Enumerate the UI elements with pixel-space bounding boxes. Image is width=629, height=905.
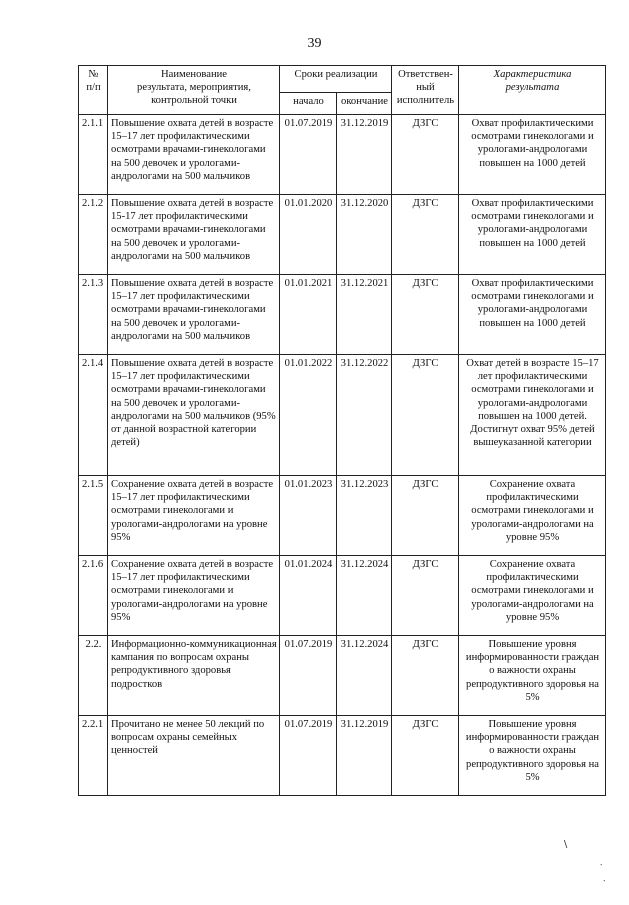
row-end-date: 31.12.2019 bbox=[337, 716, 392, 796]
row-number: 2.1.3 bbox=[79, 275, 108, 355]
row-name: Прочитано не менее 50 лекций по вопросам охраны семейных ценностей bbox=[108, 716, 280, 796]
table-row bbox=[79, 636, 606, 716]
row-name: Сохранение охвата детей в возрасте 15–17 лет профилактическими осмотрами гинекологами и урологами-андрологами на уровне 95% bbox=[108, 556, 280, 636]
row-name: Повышение охвата детей в возрасте 15–17 лет профилактическими осмотрами врачами-гинекологами на 500 девочек и урологами-андрологами на 500 мальчиков (95% от данной возрастной категории детей) bbox=[108, 355, 280, 476]
table-row bbox=[79, 716, 606, 796]
row-responsible: ДЗГС bbox=[392, 716, 459, 796]
row-name: Информационно-коммуникационная кампания по вопросам охраны репродуктивного здоровья подростков bbox=[108, 636, 280, 716]
row-start-date: 01.07.2019 bbox=[280, 636, 337, 716]
row-number: 2.1.5 bbox=[79, 476, 108, 556]
row-end-date: 31.12.2024 bbox=[337, 556, 392, 636]
table-row bbox=[79, 355, 606, 476]
row-name: Сохранение охвата детей в возрасте 15–17 лет профилактическими осмотрами гинекологами и урологами-андрологами на уровне 95% bbox=[108, 476, 280, 556]
row-result: Повышение уровня информированности граждан о важности охраны репродуктивного здоровья на 5% bbox=[459, 716, 606, 796]
header-row bbox=[79, 66, 606, 93]
header-responsible-text: Ответствен- ный исполнитель bbox=[396, 69, 455, 107]
row-result: Охват профилактическими осмотрами гинекологами и урологами-андрологами повышен на 1000 детей bbox=[459, 195, 606, 275]
row-result: Сохранение охвата профилактическими осмотрами гинекологами и урологами-андрологами на уровне 95% bbox=[459, 476, 606, 556]
table-row bbox=[79, 195, 606, 275]
row-name: Повышение охвата детей в возрасте 15–17 лет профилактическими осмотрами врачами-гинекологами на 500 девочек и урологами-андрологами на 500 мальчиков bbox=[108, 275, 280, 355]
row-number: 2.2.1 bbox=[79, 716, 108, 796]
header-result bbox=[459, 66, 606, 115]
row-result: Повышение уровня информированности граждан о важности охраны репродуктивного здоровья на 5% bbox=[459, 636, 606, 716]
row-start-date: 01.01.2020 bbox=[280, 195, 337, 275]
implementation-plan-table bbox=[78, 65, 606, 796]
row-responsible: ДЗГС bbox=[392, 195, 459, 275]
row-responsible: ДЗГС bbox=[392, 355, 459, 476]
scan-speck: ∙ bbox=[603, 876, 606, 887]
row-name: Повышение охвата детей в возрасте 15-17 лет профилактическими осмотрами врачами-гинекологами на 500 девочек и урологами-андрологами на 500 мальчиков bbox=[108, 195, 280, 275]
row-responsible: ДЗГС bbox=[392, 115, 459, 195]
row-number: 2.1.4 bbox=[79, 355, 108, 476]
header-num bbox=[79, 66, 108, 115]
row-result: Охват профилактическими осмотрами гинекологами и урологами-андрологами повышен на 1000 детей bbox=[459, 115, 606, 195]
row-number: 2.2. bbox=[79, 636, 108, 716]
row-end-date: 31.12.2019 bbox=[337, 115, 392, 195]
table-row bbox=[79, 476, 606, 556]
row-number: 2.1.2 bbox=[79, 195, 108, 275]
row-responsible: ДЗГС bbox=[392, 556, 459, 636]
row-end-date: 31.12.2021 bbox=[337, 275, 392, 355]
scan-speck: ∖ bbox=[562, 840, 569, 851]
table-row bbox=[79, 556, 606, 636]
table-row bbox=[79, 275, 606, 355]
row-result: Охват профилактическими осмотрами гинекологами и урологами-андрологами повышен на 1000 детей bbox=[459, 275, 606, 355]
row-start-date: 01.01.2023 bbox=[280, 476, 337, 556]
row-responsible: ДЗГС bbox=[392, 476, 459, 556]
header-name-text: Наименование результата, мероприятия, контрольной точки bbox=[137, 69, 251, 107]
row-end-date: 31.12.2023 bbox=[337, 476, 392, 556]
scan-speck: ∙ bbox=[600, 860, 603, 871]
row-responsible: ДЗГС bbox=[392, 275, 459, 355]
row-end-date: 31.12.2024 bbox=[337, 636, 392, 716]
header-end: окончание bbox=[337, 93, 392, 115]
row-result: Охват детей в возрасте 15–17 лет профилактическими осмотрами гинекологами и урологами-андрологами повышен на 1000 детей. Достигнут охват 95% детей вышеуказанной категории bbox=[459, 355, 606, 476]
row-number: 2.1.6 bbox=[79, 556, 108, 636]
row-start-date: 01.01.2021 bbox=[280, 275, 337, 355]
row-start-date: 01.01.2022 bbox=[280, 355, 337, 476]
row-result: Сохранение охвата профилактическими осмотрами гинекологами и урологами-андрологами на уровне 95% bbox=[459, 556, 606, 636]
row-number: 2.1.1 bbox=[79, 115, 108, 195]
header-result-text: Характеристика результата bbox=[493, 69, 572, 94]
row-start-date: 01.07.2019 bbox=[280, 716, 337, 796]
row-end-date: 31.12.2020 bbox=[337, 195, 392, 275]
row-start-date: 01.07.2019 bbox=[280, 115, 337, 195]
header-name bbox=[108, 66, 280, 115]
row-start-date: 01.01.2024 bbox=[280, 556, 337, 636]
header-num-text: № п/п bbox=[86, 69, 101, 94]
header-period: Сроки реализации bbox=[280, 66, 392, 93]
row-name: Повышение охвата детей в возрасте 15–17 лет профилактическими осмотрами врачами-гинекологами на 500 девочек и урологами-андрологами на 500 мальчиков bbox=[108, 115, 280, 195]
table-row bbox=[79, 115, 606, 195]
header-responsible bbox=[392, 66, 459, 115]
page-number: 39 bbox=[307, 36, 322, 51]
row-responsible: ДЗГС bbox=[392, 636, 459, 716]
header-start: начало bbox=[280, 93, 337, 115]
row-end-date: 31.12.2022 bbox=[337, 355, 392, 476]
